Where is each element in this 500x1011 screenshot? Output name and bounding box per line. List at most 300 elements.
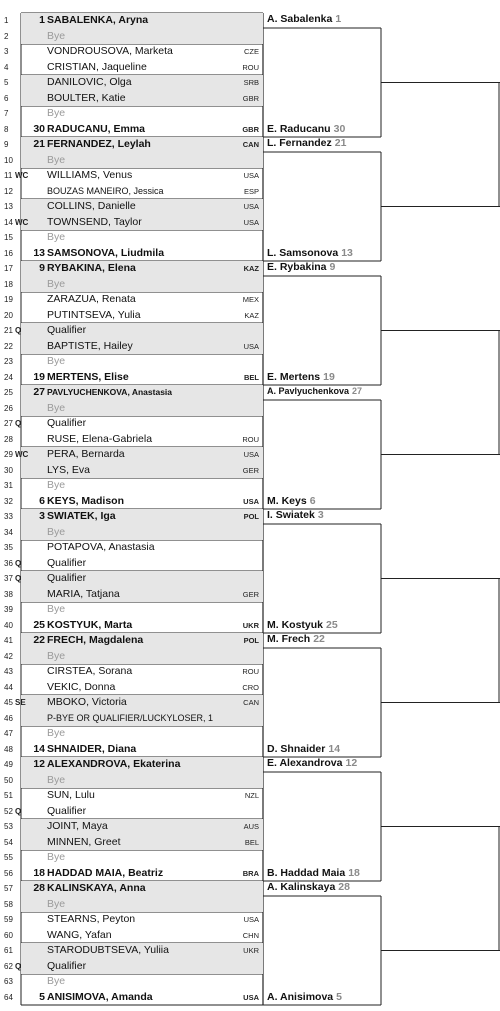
entry-tag: WC <box>15 217 29 227</box>
nationality-code: CAN <box>243 698 259 707</box>
nationality-code: BEL <box>244 837 259 847</box>
seed-number: 27 <box>33 386 45 398</box>
draw-position: 49 <box>4 760 13 769</box>
draw-line-49 <box>4 757 263 773</box>
draw-position: 52 <box>4 806 13 816</box>
second-round-player <box>267 632 382 646</box>
draw-position: 27 <box>4 419 13 428</box>
draw-position: 9 <box>4 140 9 149</box>
draw-line-35 <box>4 540 263 556</box>
player-name: WANG, Yafan <box>47 928 112 941</box>
draw-position: 41 <box>4 636 13 645</box>
draw-line-4 <box>4 60 263 76</box>
entry-tag: Q <box>15 326 22 335</box>
draw-line-56 <box>4 866 263 882</box>
draw-position: 57 <box>4 884 13 893</box>
player-name: FRECH, Magdalena <box>47 634 144 646</box>
draw-position: 20 <box>4 310 13 320</box>
player-name: Qualifier <box>47 417 87 429</box>
advancing-player-seed: 13 <box>341 247 353 259</box>
draw-position: 16 <box>4 248 13 258</box>
draw-line-10 <box>4 153 263 169</box>
nationality-code: GER <box>242 589 259 599</box>
player-name: RADUCANU, Emma <box>47 122 146 135</box>
draw-line-3 <box>4 44 263 60</box>
draw-line-62 <box>4 959 263 975</box>
player-name: FERNANDEZ, Leylah <box>47 138 151 150</box>
draw-line-63 <box>4 974 263 990</box>
draw-line-50 <box>4 773 263 789</box>
draw-position: 53 <box>4 822 13 831</box>
advancing-player-name: E. Mertens <box>267 371 321 383</box>
advancing-player-name: E. Rybakina <box>267 261 327 273</box>
bye-label: Bye <box>47 525 66 538</box>
seed-number: 22 <box>33 634 45 646</box>
draw-position: 6 <box>4 93 9 103</box>
draw-position: 46 <box>4 713 13 723</box>
advancing-player-name: E. Alexandrova <box>267 757 343 769</box>
bye-label: Bye <box>47 975 66 987</box>
draw-position: 47 <box>4 729 13 738</box>
second-round-player <box>267 370 382 384</box>
entry-tag: SE <box>15 698 26 707</box>
seed-number: 9 <box>39 262 45 274</box>
draw-line-18 <box>4 277 263 293</box>
second-round-player <box>267 756 382 770</box>
advancing-player-seed: 25 <box>326 619 338 631</box>
nationality-code: ROU <box>242 667 259 676</box>
player-name: MARIA, Tatjana <box>47 587 120 600</box>
bye-label: Bye <box>47 479 66 491</box>
draw-line-27 <box>4 416 263 432</box>
draw-position: 15 <box>4 233 13 242</box>
draw-position: 37 <box>4 574 13 583</box>
draw-position: 14 <box>4 217 13 227</box>
player-name: ANISIMOVA, Amanda <box>47 990 153 1003</box>
seed-number: 3 <box>39 510 45 522</box>
advancing-player-seed: 30 <box>333 123 346 135</box>
draw-line-34 <box>4 525 263 541</box>
entry-tag: Q <box>15 558 22 568</box>
draw-position: 18 <box>4 279 13 289</box>
advancing-player-name: L. Samsonova <box>267 247 339 259</box>
nationality-code: USA <box>243 496 259 506</box>
nationality-code: USA <box>243 341 259 351</box>
draw-position: 23 <box>4 357 13 366</box>
draw-position: 8 <box>4 124 9 134</box>
nationality-code: ESP <box>243 186 259 196</box>
draw-position: 60 <box>4 930 13 940</box>
advancing-player-seed: 28 <box>338 881 350 893</box>
draw-line-14 <box>4 215 263 231</box>
draw-position: 7 <box>4 109 9 118</box>
draw-position: 22 <box>4 341 13 351</box>
advancing-player-seed: 5 <box>336 991 342 1003</box>
player-name: SABALENKA, Aryna <box>47 14 149 26</box>
player-name: P-BYE OR QUALIFIER/LUCKYLOSER, 1 <box>47 712 214 723</box>
advancing-player-seed: 14 <box>328 743 341 755</box>
draw-position: 64 <box>4 992 13 1002</box>
advancing-player-seed: 27 <box>352 386 363 396</box>
draw-line-28 <box>4 432 263 448</box>
advancing-player-name: B. Haddad Maia <box>267 867 346 879</box>
draw-line-41 <box>4 633 263 649</box>
draw-line-60 <box>4 928 263 944</box>
player-name: MERTENS, Elise <box>47 370 129 383</box>
draw-position: 34 <box>4 527 13 537</box>
player-name: TOWNSEND, Taylor <box>47 215 142 228</box>
seed-number: 25 <box>33 618 45 631</box>
advancing-player-name: I. Swiatek <box>267 509 315 521</box>
draw-position: 43 <box>4 667 13 676</box>
draw-position: 59 <box>4 915 13 924</box>
draw-line-48 <box>4 742 263 758</box>
player-name: Qualifier <box>47 324 87 336</box>
draw-line-36 <box>4 556 263 572</box>
entry-tag: Q <box>15 574 22 583</box>
advancing-player-name: A. Anisimova <box>267 991 334 1003</box>
nationality-code: POL <box>243 636 259 645</box>
nationality-code: USA <box>243 992 259 1002</box>
player-name: SUN, Lulu <box>47 789 95 801</box>
second-round-player <box>267 880 382 894</box>
player-name: RUSE, Elena-Gabriela <box>47 432 153 445</box>
draw-line-55 <box>4 850 263 866</box>
draw-position: 50 <box>4 775 13 785</box>
draw-position: 55 <box>4 853 13 862</box>
advancing-player-name: L. Fernandez <box>267 137 332 149</box>
draw-line-15 <box>4 230 263 246</box>
draw-position: 32 <box>4 496 13 506</box>
nationality-code: AUS <box>243 822 259 831</box>
draw-position: 54 <box>4 837 13 847</box>
draw-line-25 <box>4 385 263 401</box>
second-round-player <box>267 12 382 26</box>
player-name: COLLINS, Danielle <box>47 200 136 212</box>
draw-line-13 <box>4 199 263 215</box>
advancing-player-seed: 18 <box>348 867 360 879</box>
nationality-code: GER <box>242 465 259 475</box>
draw-line-23 <box>4 354 263 370</box>
advancing-player-name: M. Keys <box>267 495 307 507</box>
player-name: JOINT, Maya <box>47 820 108 832</box>
player-name: Qualifier <box>47 572 87 584</box>
player-name: STEARNS, Peyton <box>47 913 136 925</box>
advancing-player-seed: 21 <box>334 137 347 149</box>
draw-line-45 <box>4 695 263 711</box>
draw-line-9 <box>4 137 263 153</box>
draw-line-1 <box>4 13 263 29</box>
nationality-code: CAN <box>242 140 259 149</box>
second-round-player <box>267 136 382 150</box>
draw-position: 58 <box>4 899 13 909</box>
draw-position: 28 <box>4 434 13 444</box>
draw-line-22 <box>4 339 263 355</box>
player-name: Qualifier <box>47 804 87 817</box>
player-name: KOSTYUK, Marta <box>47 618 133 631</box>
seed-number: 21 <box>33 138 45 150</box>
draw-line-33 <box>4 509 263 525</box>
bye-label: Bye <box>47 277 66 290</box>
draw-line-30 <box>4 463 263 479</box>
player-name: MINNEN, Greet <box>47 835 121 848</box>
player-name: Qualifier <box>47 959 87 972</box>
entry-tag: WC <box>15 171 29 180</box>
second-round-player <box>267 122 382 136</box>
seed-number: 5 <box>39 990 45 1003</box>
nationality-code: BEL <box>244 372 259 382</box>
draw-position: 44 <box>4 682 13 692</box>
draw-line-40 <box>4 618 263 634</box>
draw-position: 35 <box>4 543 13 552</box>
draw-position: 12 <box>4 186 13 196</box>
advancing-player-name: A. Sabalenka <box>267 13 333 25</box>
draw-position: 51 <box>4 791 13 800</box>
seed-number: 28 <box>33 882 45 894</box>
draw-line-52 <box>4 804 263 820</box>
draw-line-6 <box>4 91 263 107</box>
draw-position: 24 <box>4 372 13 382</box>
draw-line-58 <box>4 897 263 913</box>
draw-line-43 <box>4 664 263 680</box>
draw-line-39 <box>4 602 263 618</box>
bye-label: Bye <box>47 727 66 739</box>
player-name: VEKIC, Donna <box>47 680 116 693</box>
bye-label: Bye <box>47 29 66 42</box>
advancing-player-seed: 19 <box>323 371 335 383</box>
draw-position: 63 <box>4 977 13 986</box>
draw-position: 1 <box>4 16 9 25</box>
draw-line-64 <box>4 990 263 1006</box>
draw-position: 25 <box>4 388 13 397</box>
draw-position: 29 <box>4 450 13 459</box>
draw-line-11 <box>4 168 263 184</box>
player-name: SWIATEK, Iga <box>47 510 116 522</box>
draw-line-32 <box>4 494 263 510</box>
draw-position: 30 <box>4 465 13 475</box>
nationality-code: UKR <box>242 620 259 630</box>
nationality-code: BRA <box>242 868 259 878</box>
draw-position: 33 <box>4 512 13 521</box>
advancing-player-seed: 22 <box>313 633 325 645</box>
nationality-code: CRO <box>242 682 259 692</box>
draw-position: 13 <box>4 202 13 211</box>
seed-number: 14 <box>33 742 45 755</box>
nationality-code: CHN <box>242 930 259 940</box>
second-round-player <box>267 508 382 522</box>
draw-line-57 <box>4 881 263 897</box>
draw-line-16 <box>4 246 263 262</box>
seed-number: 19 <box>33 370 45 383</box>
advancing-player-name: M. Frech <box>267 633 311 645</box>
player-name: MBOKO, Victoria <box>47 696 127 708</box>
nationality-code: ROU <box>242 62 259 72</box>
second-round-player <box>267 990 382 1004</box>
player-name: STARODUBTSEVA, Yuliia <box>47 944 169 956</box>
draw-line-46 <box>4 711 263 727</box>
draw-line-17 <box>4 261 263 277</box>
draw-position: 10 <box>4 155 13 165</box>
nationality-code: USA <box>243 171 259 180</box>
nationality-code: POL <box>243 512 259 521</box>
seed-number: 18 <box>33 866 45 879</box>
draw-line-8 <box>4 122 263 138</box>
draw-position: 3 <box>4 47 9 56</box>
draw-position: 56 <box>4 868 13 878</box>
player-name: DANILOVIC, Olga <box>47 76 132 88</box>
draw-line-47 <box>4 726 263 742</box>
bye-label: Bye <box>47 355 66 367</box>
second-round-player <box>267 260 382 274</box>
draw-position: 31 <box>4 481 13 490</box>
bye-label: Bye <box>47 897 66 910</box>
bye-label: Bye <box>47 603 66 615</box>
draw-line-51 <box>4 788 263 804</box>
draw-position: 17 <box>4 264 13 273</box>
draw-line-61 <box>4 943 263 959</box>
nationality-code: MEX <box>242 295 259 304</box>
bye-label: Bye <box>47 231 66 243</box>
player-name: WILLIAMS, Venus <box>47 169 133 181</box>
advancing-player-name: M. Kostyuk <box>267 619 324 631</box>
second-round-player <box>267 494 382 508</box>
draw-position: 40 <box>4 620 13 630</box>
nationality-code: ROU <box>242 434 259 444</box>
nationality-code: USA <box>243 217 259 227</box>
second-round-player <box>267 742 382 756</box>
seed-number: 6 <box>39 494 45 507</box>
player-name: KALINSKAYA, Anna <box>47 882 146 894</box>
nationality-code: USA <box>243 450 259 459</box>
bye-label: Bye <box>47 773 66 786</box>
seed-number: 30 <box>33 122 45 135</box>
player-name: HADDAD MAIA, Beatriz <box>47 866 164 879</box>
draw-position: 39 <box>4 605 13 614</box>
second-round-player <box>267 866 382 880</box>
player-name: SAMSONOVA, Liudmila <box>47 246 165 259</box>
bye-label: Bye <box>47 107 66 119</box>
draw-position: 36 <box>4 558 13 568</box>
advancing-player-seed: 3 <box>317 509 324 521</box>
draw-position: 11 <box>4 171 13 180</box>
bye-label: Bye <box>47 649 66 662</box>
player-name: VONDROUSOVA, Marketa <box>47 45 173 57</box>
seed-number: 12 <box>33 758 45 770</box>
draw-position: 48 <box>4 744 13 754</box>
player-name: BOUZAS MANEIRO, Jessica <box>47 185 164 196</box>
entry-tag: WC <box>15 450 29 459</box>
draw-line-26 <box>4 401 263 417</box>
draw-position: 45 <box>4 698 13 707</box>
draw-line-2 <box>4 29 263 45</box>
player-name: LYS, Eva <box>47 463 90 476</box>
player-name: POTAPOVA, Anastasia <box>47 541 155 553</box>
draw-position: 26 <box>4 403 13 413</box>
advancing-player-seed: 1 <box>335 13 342 25</box>
draw-position: 61 <box>4 946 13 955</box>
draw-line-42 <box>4 649 263 665</box>
player-name: BOULTER, Katie <box>47 91 126 104</box>
player-name: RYBAKINA, Elena <box>47 262 136 274</box>
nationality-code: SRB <box>243 78 259 87</box>
advancing-player-name: A. Kalinskaya <box>267 881 336 893</box>
player-name: PERA, Bernarda <box>47 448 125 460</box>
draw-line-38 <box>4 587 263 603</box>
advancing-player-name: A. Pavlyuchenkova <box>267 386 350 396</box>
draw-line-20 <box>4 308 263 324</box>
seed-number: 1 <box>39 14 45 26</box>
player-name: ZARAZUA, Renata <box>47 293 136 305</box>
bye-label: Bye <box>47 401 66 414</box>
entry-tag: Q <box>15 961 22 971</box>
nationality-code: GBR <box>242 93 259 103</box>
bye-label: Bye <box>47 851 66 863</box>
draw-line-24 <box>4 370 263 386</box>
draw-position: 19 <box>4 295 13 304</box>
nationality-code: USA <box>243 202 259 211</box>
player-name: KEYS, Madison <box>47 494 125 507</box>
draw-line-59 <box>4 912 263 928</box>
draw-position: 5 <box>4 78 9 87</box>
nationality-code: USA <box>243 915 259 924</box>
nationality-code: KAZ <box>244 310 259 320</box>
draw-line-44 <box>4 680 263 696</box>
draw-line-5 <box>4 75 263 91</box>
seed-number: 13 <box>33 246 45 259</box>
player-name: CIRSTEA, Sorana <box>47 665 133 677</box>
draw-line-53 <box>4 819 263 835</box>
bye-label: Bye <box>47 153 66 166</box>
advancing-player-seed: 9 <box>329 261 336 273</box>
draw-line-54 <box>4 835 263 851</box>
draw-line-37 <box>4 571 263 587</box>
draw-line-7 <box>4 106 263 122</box>
draw-position: 62 <box>4 961 13 971</box>
second-round-player <box>267 246 382 260</box>
nationality-code: KAZ <box>243 264 259 273</box>
player-name: BAPTISTE, Hailey <box>47 339 133 352</box>
nationality-code: NZL <box>244 791 259 800</box>
player-name: ALEXANDROVA, Ekaterina <box>47 758 181 770</box>
player-name: PUTINTSEVA, Yulia <box>47 308 141 321</box>
player-name: SHNAIDER, Diana <box>47 742 137 755</box>
nationality-code: UKR <box>243 946 259 955</box>
advancing-player-name: E. Raducanu <box>267 123 331 135</box>
draw-position: 21 <box>4 326 13 335</box>
advancing-player-name: D. Shnaider <box>267 743 326 755</box>
draw-line-19 <box>4 292 263 308</box>
second-round-player <box>267 618 382 632</box>
player-name: PAVLYUCHENKOVA, Anastasia <box>47 387 173 397</box>
draw-line-12 <box>4 184 263 200</box>
entry-tag: Q <box>15 419 22 428</box>
draw-position: 42 <box>4 651 13 661</box>
draw-line-29 <box>4 447 263 463</box>
draw-position: 2 <box>4 31 9 41</box>
draw-position: 38 <box>4 589 13 599</box>
advancing-player-seed: 12 <box>345 757 358 769</box>
nationality-code: GBR <box>242 124 259 134</box>
player-name: Qualifier <box>47 556 87 569</box>
draw-line-21 <box>4 323 263 339</box>
draw-position: 4 <box>4 62 9 72</box>
player-name: CRISTIAN, Jaqueline <box>47 60 147 73</box>
advancing-player-seed: 6 <box>309 495 316 507</box>
entry-tag: Q <box>15 806 22 816</box>
nationality-code: CZE <box>244 47 259 56</box>
second-round-player <box>267 384 382 398</box>
draw-line-31 <box>4 478 263 494</box>
